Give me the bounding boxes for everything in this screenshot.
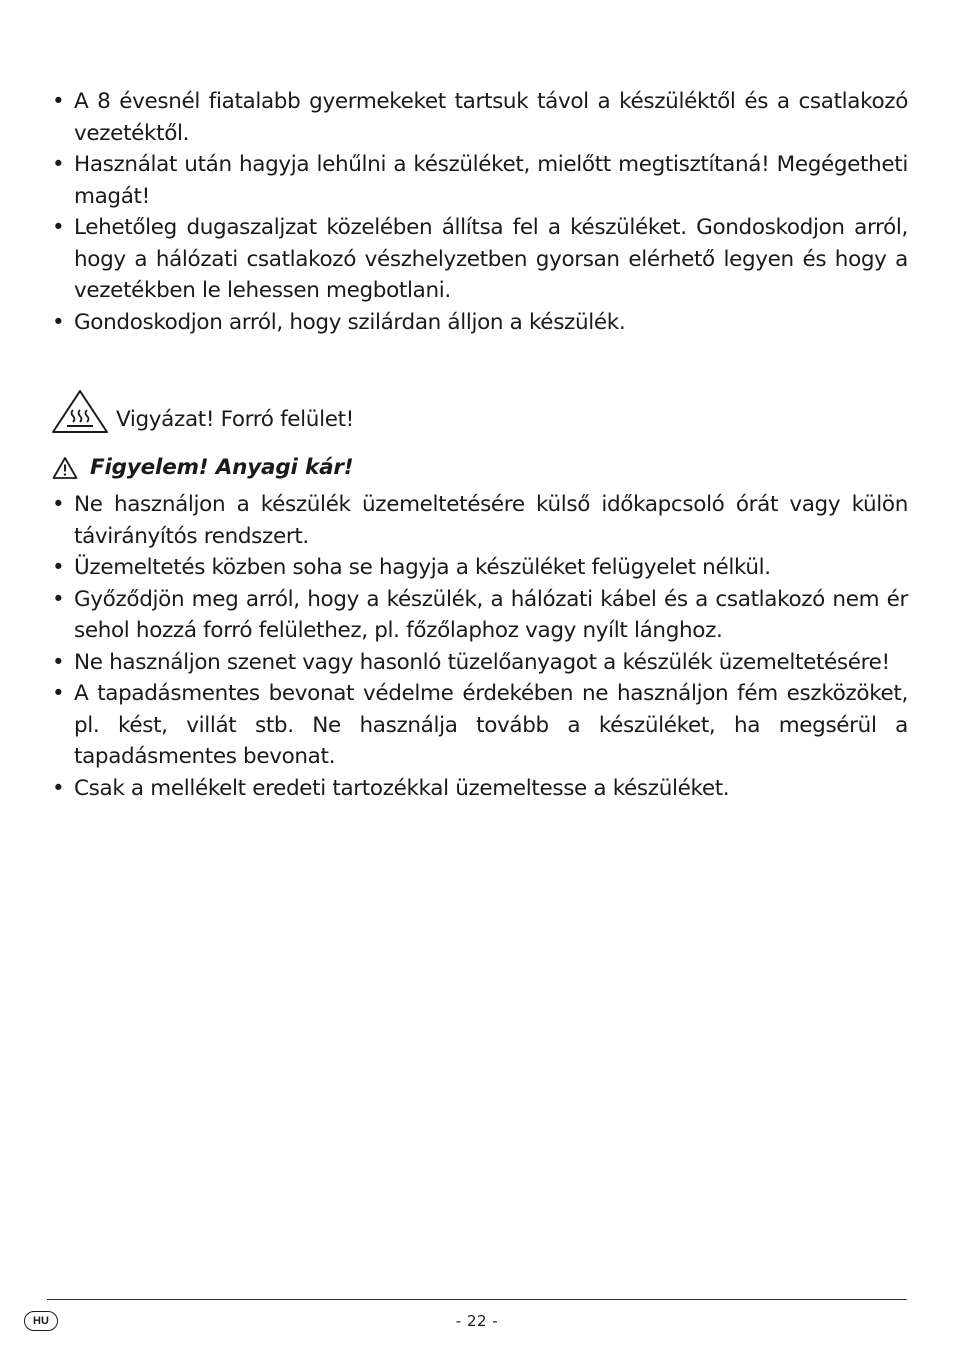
- safety-list-top: [52, 86, 908, 338]
- hot-surface-warning: [50, 388, 354, 436]
- list-item: • Győződjön meg arról, hogy a készülék, a hálózati kábel és a csatlakozó nem ér sehol hozzá forró felülethez, pl. főzőlaphoz vagy nyílt lánghoz.: [52, 584, 908, 647]
- footer-divider: [47, 1299, 907, 1300]
- caution-heading-text: Figyelem! Anyagi kár!: [90, 455, 354, 480]
- list-item: • Lehetőleg dugaszaljzat közelében állítsa fel a készüléket. Gondoskodjon arról, hogy a hálózati csatlakozó vészhelyzetben gyorsan elérhető legyen és hogy a vezetékben le lehessen megbotlani.: [52, 212, 908, 307]
- list-item: • Használat után hagyja lehűlni a készüléket, mielőtt megtisztítaná! Megégetheti magát!: [52, 149, 908, 212]
- list-item: • Üzemeltetés közben soha se hagyja a készüléket felügyelet nélkül.: [52, 552, 908, 584]
- safety-list-bottom: [52, 489, 908, 804]
- list-item: • Gondoskodjon arról, hogy szilárdan álljon a készülék.: [52, 307, 908, 339]
- language-badge: HU: [24, 1311, 58, 1331]
- hot-surface-text: Vigyázat! Forró felület!: [116, 406, 354, 432]
- caution-heading: [52, 455, 353, 480]
- list-item: • Ne használjon a készülék üzemeltetésére külső időkapcsoló órát vagy külön távirányítós rendszert.: [52, 489, 908, 552]
- list-item: • A 8 évesnél fiatalabb gyermekeket tartsuk távol a készüléktől és a csatlakozó vezetéktől.: [52, 86, 908, 149]
- list-item: • Ne használjon szenet vagy hasonló tüzelőanyagot a készülék üzemeltetésére!: [52, 647, 908, 679]
- warning-triangle-icon: [52, 456, 78, 480]
- list-item: • A tapadásmentes bevonat védelme érdekében ne használjon fém eszközöket, pl. kést, villát stb. Ne használja tovább a készüléket, ha megsérül a tapadásmentes bevonat.: [52, 678, 908, 773]
- page-number: - 22 -: [455, 1312, 499, 1330]
- list-item: • Csak a mellékelt eredeti tartozékkal üzemeltesse a készüléket.: [52, 773, 908, 805]
- hot-surface-warning-icon: [50, 388, 110, 436]
